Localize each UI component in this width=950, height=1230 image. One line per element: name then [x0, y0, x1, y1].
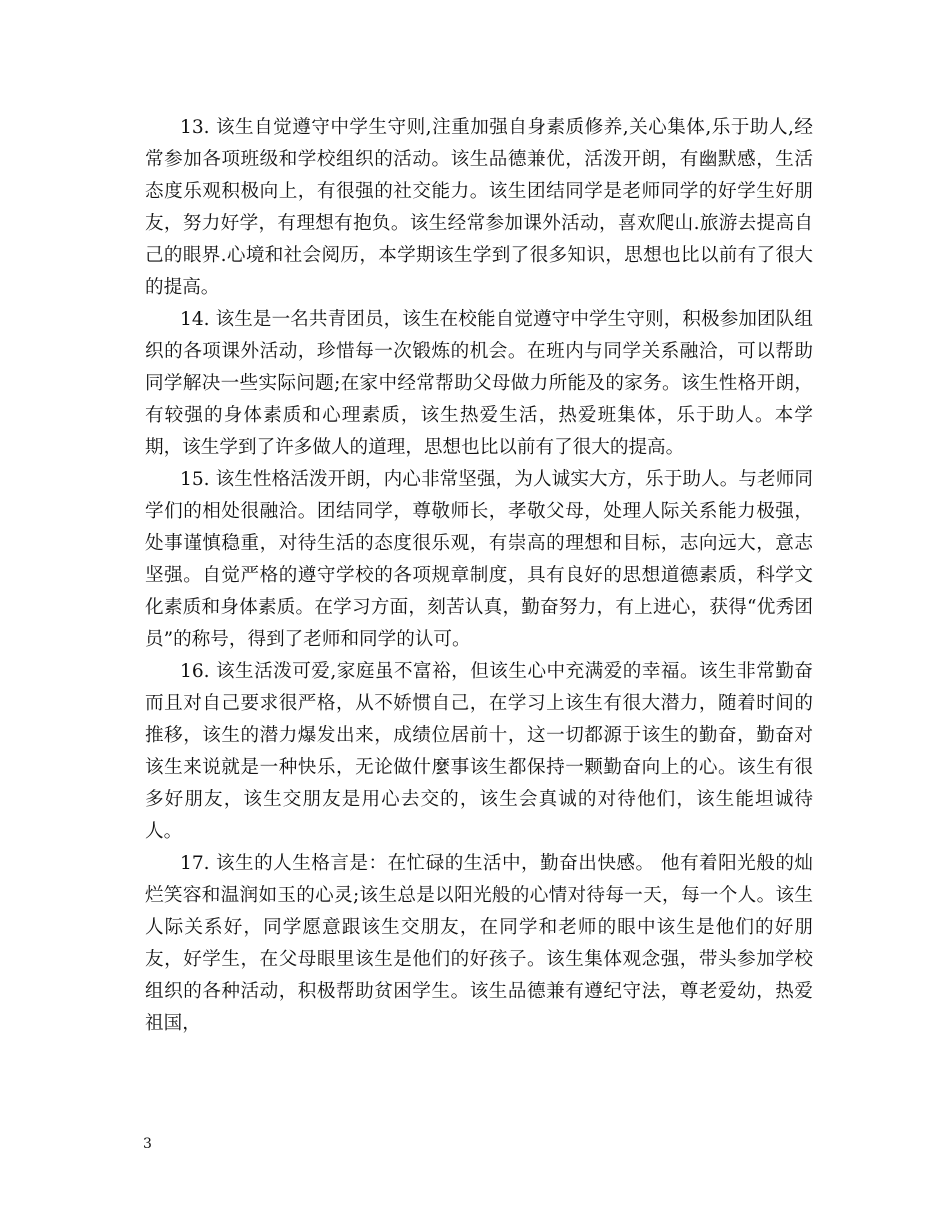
- paragraph-text: 该生自觉遵守中学生守则,注重加强自身素质修养,关心集体,乐于助人,经常参加各项班级和学校组织的活动。该生品德兼优，活泼开朗，有幽默感，生活态度乐观积极向上，有很强的社交能力。该生团结同学是老师同学的好学生好朋友，努力好学，有理想有抱负。该生经常参加课外活动，喜欢爬山.旅游去提高自己的眼界.心境和社会阅历，本学期该生学到了很多知识，思想也比以前有了很大的提高。: [145, 117, 813, 298]
- paragraph-number: 13.: [180, 117, 210, 138]
- paragraph-16: [145, 656, 813, 848]
- paragraph-number: 14.: [180, 309, 210, 330]
- document-body: [145, 112, 813, 1040]
- paragraph-14: [145, 304, 813, 464]
- paragraph-number: 16.: [180, 661, 210, 682]
- paragraph-17: [145, 848, 813, 1040]
- paragraph-number: 17.: [180, 853, 210, 874]
- page-number: 3: [143, 1136, 152, 1152]
- paragraph-text: 该生是一名共青团员，该生在校能自觉遵守中学生守则，积极参加团队组织的各项课外活动，珍惜每一次锻炼的机会。在班内与同学关系融洽，可以帮助同学解决一些实际问题;在家中经常帮助父母做力所能及的家务。该生性格开朗，有较强的身体素质和心理素质，该生热爱生活，热爱班集体，乐于助人。本学期，该生学到了许多做人的道理，思想也比以前有了很大的提高。: [145, 309, 813, 458]
- paragraph-text: 该生的人生格言是：在忙碌的生活中，勤奋出快感。 他有着阳光般的灿烂笑容和温润如玉的心灵;该生总是以阳光般的心情对待每一天，每一个人。该生人际关系好，同学愿意跟该生交朋友，在同学和老师的眼中该生是他们的好朋友，好学生，在父母眼里该生是他们的好孩子。该生集体观念强，带头参加学校组织的各种活动，积极帮助贫困学生。该生品德兼有遵纪守法，尊老爱幼，热爱祖国，: [145, 853, 813, 1034]
- paragraph-text: 该生性格活泼开朗，内心非常坚强，为人诚实大方，乐于助人。与老师同学们的相处很融洽。团结同学，尊敬师长，孝敬父母，处理人际关系能力极强，处事谨慎稳重，对待生活的态度很乐观，有崇高的理想和目标，志向远大，意志坚强。自觉严格的遵守学校的各项规章制度，具有良好的思想道德素质，科学文化素质和身体素质。在学习方面，刻苦认真，勤奋努力，有上进心，获得“优秀团员”的称号，得到了老师和同学的认可。: [145, 469, 813, 650]
- paragraph-15: [145, 464, 813, 656]
- paragraph-number: 15.: [180, 469, 210, 490]
- paragraph-text: 该生活泼可爱,家庭虽不富裕，但该生心中充满爱的幸福。该生非常勤奋而且对自己要求很严格，从不娇惯自己，在学习上该生有很大潜力，随着时间的推移，该生的潜力爆发出来，成绩位居前十，这一切都源于该生的勤奋，勤奋对该生来说就是一种快乐，无论做什麼事该生都保持一颗勤奋向上的心。该生有很多好朋友，该生交朋友是用心去交的，该生会真诚的对待他们，该生能坦诚待人。: [145, 661, 813, 842]
- paragraph-13: [145, 112, 813, 304]
